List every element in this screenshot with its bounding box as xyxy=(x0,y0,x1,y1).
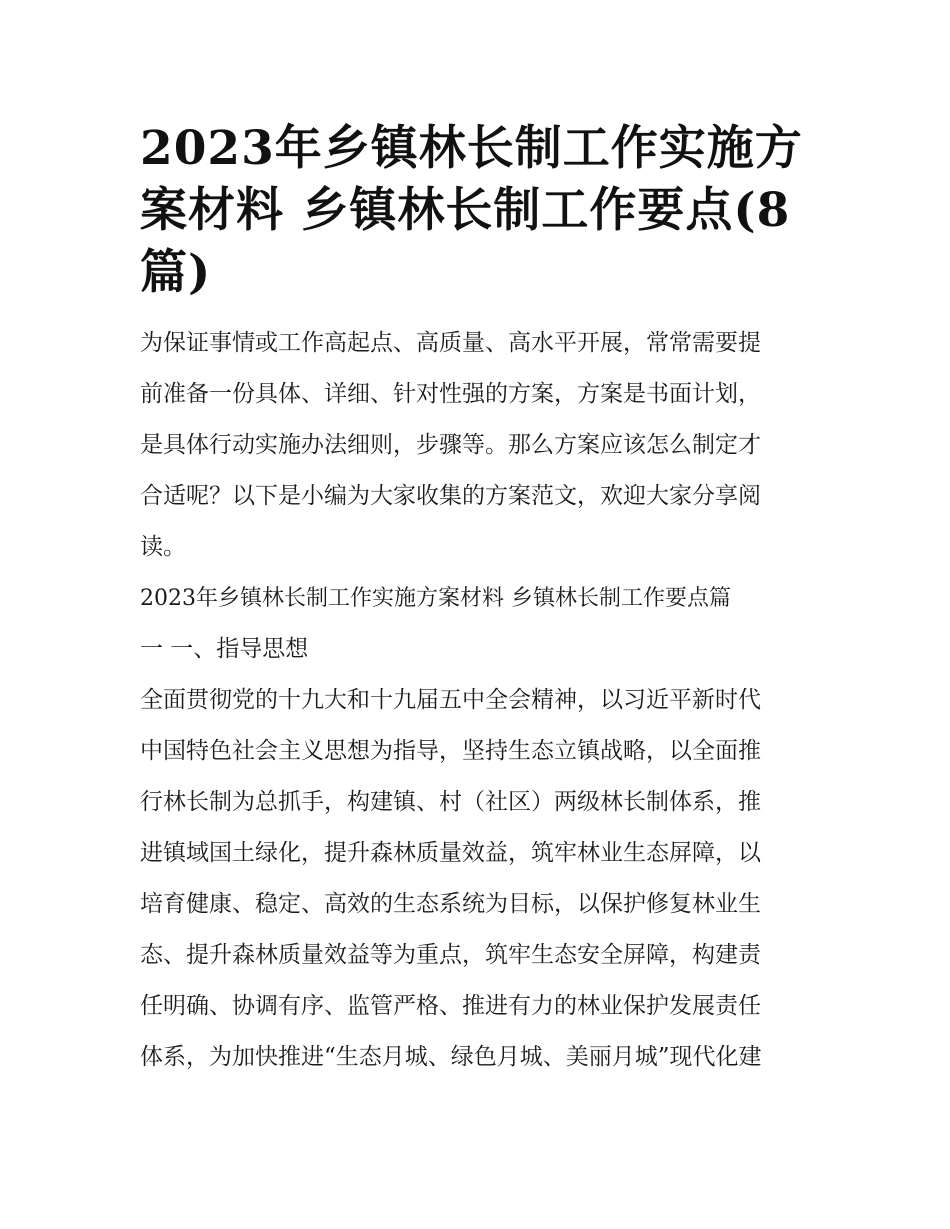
intro-line: 为保证事情或工作高起点、高质量、高水平开展，常常需要提 xyxy=(140,330,761,356)
section-body-line: 全面贯彻党的十九大和十九届五中全会精神，以习近平新时代 xyxy=(140,687,761,713)
section-heading-line: 2023年乡镇林长制工作实施方案材料 乡镇林长制工作要点篇 xyxy=(140,586,731,611)
title-line: 篇) xyxy=(140,245,212,300)
intro-line: 是具体行动实施办法细则，步骤等。那么方案应该怎么制定才 xyxy=(140,432,761,458)
section-body-line: 任明确、协调有序、监管严格、推进有力的林业保护发展责任 xyxy=(140,993,761,1019)
section-body-line: 体系，为加快推进“生态月城、绿色月城、美丽月城”现代化建 xyxy=(140,1044,762,1070)
section-body-line: 进镇域国土绿化，提升森林质量效益，筑牢林业生态屏障，以 xyxy=(140,840,761,866)
section-body-line: 行林长制为总抓手，构建镇、村（社区）两级林长制体系，推 xyxy=(140,789,761,815)
document-page xyxy=(140,118,812,1083)
title-line: 案材料 乡镇林长制工作要点(8 xyxy=(140,183,791,238)
section-body-line: 中国特色社会主义思想为指导，坚持生态立镇战略，以全面推 xyxy=(140,738,761,764)
section-heading-line: 一 一、指导思想 xyxy=(140,636,309,662)
intro-line: 合适呢？以下是小编为大家收集的方案范文，欢迎大家分享阅 xyxy=(140,483,761,509)
intro-line: 前准备一份具体、详细、针对性强的方案，方案是书面计划， xyxy=(140,381,761,407)
document-title xyxy=(140,118,812,304)
title-line: 2023年乡镇林长制工作实施方 xyxy=(140,121,803,176)
section-body-line: 培育健康、稳定、高效的生态系统为目标，以保护修复林业生 xyxy=(140,891,761,917)
section-body-line: 态、提升森林质量效益等为重点，筑牢生态安全屏障，构建责 xyxy=(140,942,761,968)
document-body xyxy=(140,318,812,1083)
intro-line: 读。 xyxy=(140,534,186,560)
